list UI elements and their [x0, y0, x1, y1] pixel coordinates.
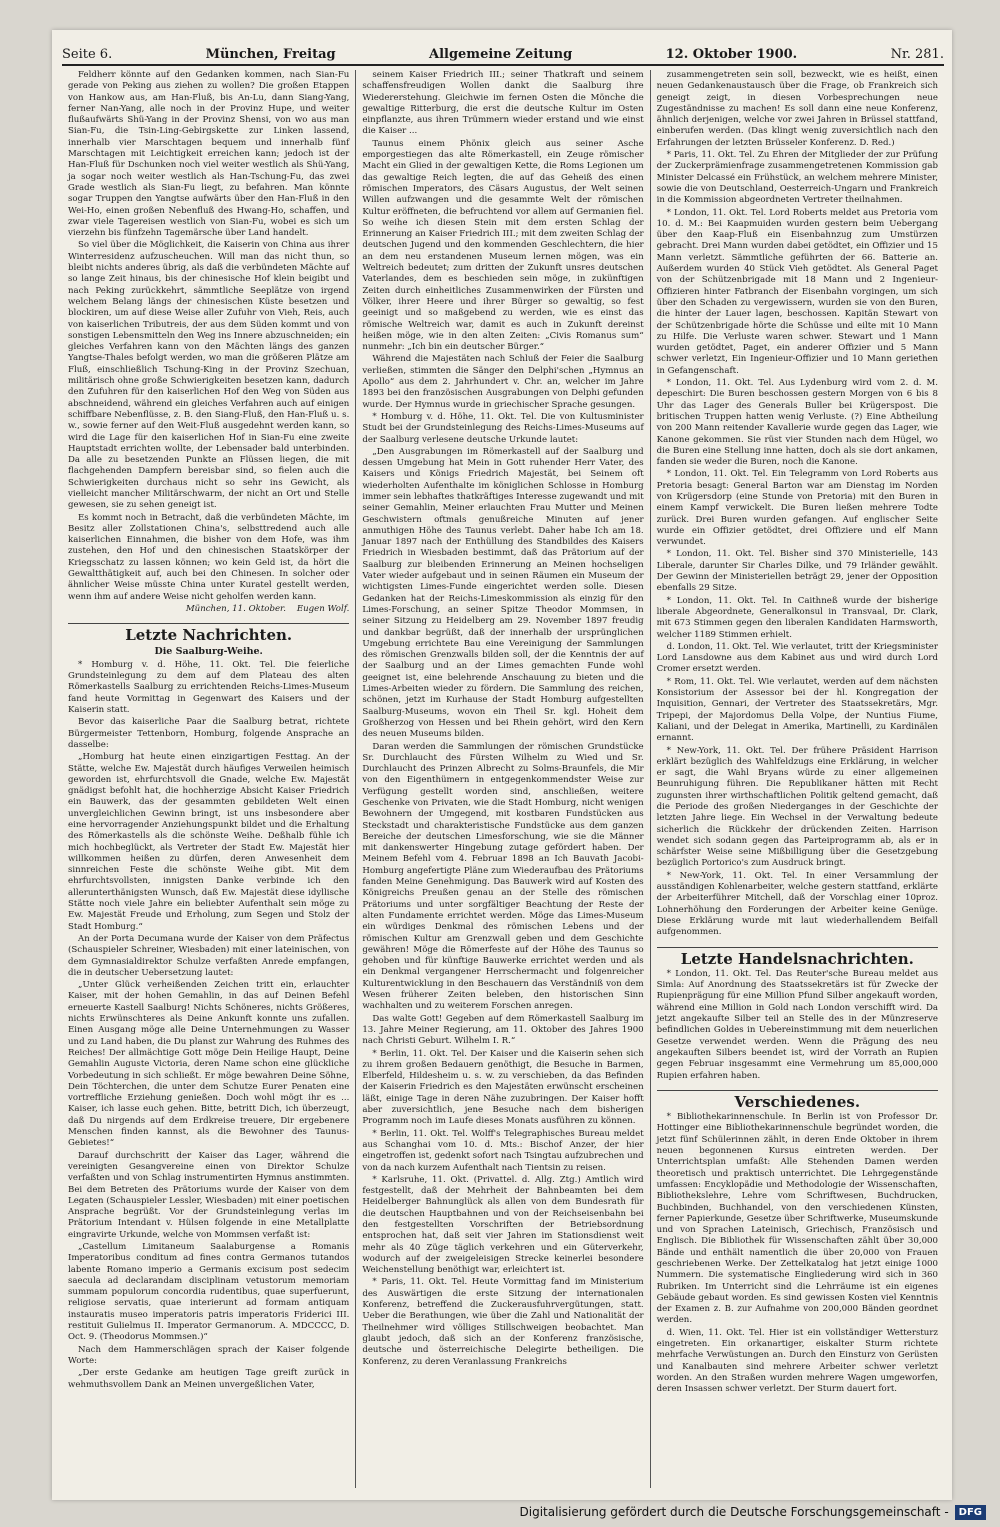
- paragraph: „Den Ausgrabungen im Römerkastell auf der Saalburg und dessen Umgebung hat Mein in Gott ruhender Herr Vater, des Kaisers und Königs Friedrich Majestät, bei Seinem oft wiederholten Aufenthalte im königlichen Schlosse in Homburg immer sein lebhaftes thatkräftiges Interesse zugewandt und mit seiner Gemahlin, Meiner erlauchten Frau Mutter und Meinen Geschwistern oftmals genußreiche Minuten auf jener anmuthigen Höhe des Taunus verlebt. Daher habe Ich am 18. Januar 1897 nach der Enthüllung des Standbildes des Kaisers Friedrich in Wiesbaden bestimmt, daß das Prätorium auf der Saalburg zur bleibenden Erinnerung an Meinen hochseligen Vater wieder aufgebaut und in seinen Räumen ein Museum der wichtigsten Limes-Funde eingerichtet werden solle. Diesen Gedanken hat der Reichs-Limeskommission als einzig für den Limes-Forschung, an seiner Spitze Theodor Mommsen, in seiner Sitzung zu Heidelberg am 29. November 1897 freudig und dankbar begrüßt, daß der innerhalb der ursprünglichen Umgebung errichtete Bau eine Vereinigung der Sammlungen des römischen Grenzwalls bilden soll, der die Kenntnis der auf der Saalburg und an der Limes gemachten Funde wohl geeignet ist, eine belehrende Anschauung zu bieten und die Limes-Arbeiten wieder zu fördern. Die Sammlung des reichen, schönen, jetzt im Kurhause der Stadt Homburg aufgestellten Saalburg-Museums, wovon ein Theil Sr. kgl. Hoheit dem Großherzog von Hessen und bei Rhein gehört, wird den Kern des neuen Museums bilden.: [362, 446, 644, 740]
- paragraph: Nach dem Hammerschlägen sprach der Kaiser folgende Worte:: [68, 1344, 350, 1366]
- paragraph: * Homburg v. d. Höhe, 11. Okt. Tel. Die von Kultusminister Studt bei der Grundsteinlegung des Reichs-Limes-Museums auf der Saalburg verlesene deutsche Urkunde lautet:: [362, 411, 644, 445]
- paragraph: Während die Majestäten nach Schluß der Feier die Saalburg verließen, stimmten die Sänger den Delphi'schen „Hymnus an Apollo“ aus dem 2. Jahrhundert v. Chr. an, welcher im Jahre 1893 bei den französischen Ausgrabungen von Delphi gefunden wurde. Der Hymnus wurde in griechischer Sprache gesungen.: [362, 354, 644, 410]
- sign-place: München, 11. Oktober.: [185, 603, 286, 614]
- signature: [68, 604, 349, 615]
- paragraph: Daran werden die Sammlungen der römischen Grundstücke Sr. Durchlaucht des Fürsten Wilhelm zu Wied und Sr. Durchlaucht des Prinzen Albrecht zu Solms-Braunfels, die Mir von den Eigenthümern in entgegenkommendster Weise zur Verfügung gestellt worden sind, anschließen, weitere Geschenke von Privaten, wie die Stadt Homburg, nicht wenigen Bewohnern der Umgegend, mit kostbaren Fundstücken aus Steckstadt und charakteristische Fundstücke aus dem ganzen Bereiche der deutschen Limesforschung, wie sie die Männer mit dankenswerter Hingebung zutage gefördert haben. Der Meinem Befehl vom 4. Februar 1898 an Ich Bauvath Jacobi-Homburg angefertigte Pläne zum Wiederaufbau des Prätoriums fanden Meine Genehmigung. Das Bauwerk wird auf Kosten des Königreichs Preußen genau an der Stelle des römischen Prätoriums und unter sorgfältiger Beachtung der Reste der alten Fundamente errichtet werden. Möge das Limes-Museum ein würdiges Denkmal des römischen Lebens und der römischen Kultur am Grenzwall geben und dem Geschichte gewähren! Möge die Römerfeste auf der Höhe des Taunus so gehoben und für künftige Bauwerke errichtet werden und als ein Denkmal vergangener Herrschermacht und folgenreicher Kulturentwicklung in den Beschauern das Verständniß von dem Wesen früherer Zeiten beleben, den historischen Sinn wachhalten und zu weiterem Forschen anregen.: [362, 741, 644, 1012]
- paragraph: * London, 11. Okt. Tel. Das Reuter'sche Bureau meldet aus Simla: Auf Anordnung des Staatssekretärs ist für Zwecke der Rupienprägung für eine Million Pfund Silber angekauft worden, während eine Million in Gold nach London verschifft wird. Da jetzt angekaufte Silber teil an Stelle des in der Münzreserve befindlichen Goldes in Uebereinstimmung mit dem neuerlichen Gesetze verwendet werden. Wenn die Prägung des neu angekauften Silbers beendet ist, wird der Vorrath an Rupien gegen Februar insgesammt eine Vermehrung um 85,000,000 Rupien erfahren haben.: [656, 968, 938, 1081]
- paragraph: Darauf durchschritt der Kaiser das Lager, während die vereinigten Gesangvereine einen von Direktor Schulze verfaßten und von Schlag instrumentirten Hymnus anstimmten. Bei dem Betreten des Prätoriums wurde der Kaiser von dem Legaten (Schauspieler Lessler, Wiesbaden) mit einer poetischen Ansprache begrüßt. Vor der Grundsteinlegung verlas im Prätorium Intendant v. Hülsen folgende in eine Metallplatte eingravirte Urkunde, welche von Mommsen verfaßt ist:: [68, 1150, 350, 1240]
- paragraph: * New-York, 11. Okt. Tel. Der frühere Präsident Harrison erklärt bezüglich des Wahlfeldzugs eine Erklärung, in welcher er sagt, die Wahl Bryans würde zu einer allgemeinen Beunruhigung führen. Die Republikaner hätten mit Recht zugunsten ihrer wirthschaftlichen Politik geltend gemacht, daß die Periode des großen Niederganges in der Geschichte der letzten Jahre liege. Ein Wechsel in der Verwaltung bedeute sicherlich die Rückkehr der drückenden Zeiten. Harrison wendet sich sodann gegen das Parteiprogramm ab, als er in schärfster Weise seine Mißbilligung über die Gesetzgebung bezüglich Portorico's zum Ausdruck bringt.: [656, 745, 938, 869]
- section-title: Verschiedenes.: [657, 1090, 938, 1108]
- paragraph: * Karlsruhe, 11. Okt. (Privattel. d. Allg. Ztg.) Amtlich wird festgestellt, daß der Mehrheit der Bahnbeamten bei dem Heidelberger Bahnunglück als allen von dem Bundesrath für die deutschen Hauptbahnen und von der Reichseisenbahn bei den festgestellten Vorschriften der Betriebsordnung entsprochen hat, daß seit vier Jahren im Stationsdienst weit mehr als 40 Züge täglich verkehren und ein Güterverkehr, wodurch auf der zweigeleisigen Strecke keinerlei besondere Weichenstellung benöthigt war, erleichtert ist.: [362, 1174, 644, 1276]
- digitization-footer: [0, 1501, 1000, 1523]
- paragraph: „Castellum Limitaneum Saalaburgense a Romanis Imperatoribus conditum ad fines contra Germanos tutandos labente Romano imperio a Germanis excisum post sedecim saecula ad declarandam disciplinam vetustorum memoriam summam populorum concordia rudentibus, quae superfuerunt, religiose servatis, quae interierunt ad formam antiquam instauratis museo imperatoris patris imperatoris Friderici III. restituit Gulielmus II. Imperator Germanorum. A. MDCCCC, D. Oct. 9. (Theodorus Mommsen.)“: [68, 1241, 350, 1343]
- newspaper-title: Allgemeine Zeitung: [428, 46, 573, 62]
- paragraph: d. London, 11. Okt. Tel. Wie verlautet, tritt der Kriegsminister Lord Lansdowne aus dem Kabinet aus und wird durch Lord Cromer ersetzt werden.: [656, 641, 938, 675]
- paragraph: * Berlin, 11. Okt. Tel. Wolff's Telegraphisches Bureau meldet aus Schanghai vom 10. d. Mts.: Bischof Anzer, der hier eingetroffen ist, gedenkt sofort nach Tsingtau aufzubrechen und von da nach kurzem Aufenthalt nach Tientsin zu reisen.: [362, 1128, 644, 1173]
- column-3: [651, 70, 944, 1488]
- paragraph: * Paris, 11. Okt. Tel. Heute Vormittag fand im Ministerium des Auswärtigen die erste Sitzung der internationalen Konferenz, betreffend die Zuckerausfuhrvergütungen, statt. Ueber die Berathungen, wie über die Zahl und Nationalität der Theilnehmer wird völliges Stillschweigen beobachtet. Man glaubt jedoch, daß sich an der Konferenz französische, deutsche und österreichische Delegirte betheiligen. Die Konferenz, zu deren Veranlassung Frankreichs: [362, 1277, 644, 1367]
- paragraph: Bevor das kaiserliche Paar die Saalburg betrat, richtete Bürgermeister Tettenborn, Homburg, folgende Ansprache an dasselbe:: [68, 717, 350, 750]
- dfg-logo: DFG: [955, 1505, 986, 1520]
- issue-date: 12. Oktober 1900.: [665, 46, 798, 62]
- masthead-city-day: München, Freitag: [205, 46, 336, 62]
- paragraph: * Berlin, 11. Okt. Tel. Der Kaiser und die Kaiserin sehen sich zu ihrem großen Bedauern genöthigt, die Besuche in Barmen, Elberfeld, Hildesheim u. s. w. zu verschieben, da das Befinden der Kaiserin Friedrich es den Majestäten erwünscht erscheinen läßt, einige Tage in deren Nähe zuzubringen. Der Kaiser hofft aber zuversichtlich, jene Besuche nach dem bisherigen Programm noch im Laufe dieses Monats ausführen zu können.: [362, 1048, 644, 1127]
- paragraph: * London, 11. Okt. Tel. Bisher sind 370 Ministerielle, 143 Liberale, darunter Sir Charles Dilke, und 79 Irländer gewählt. Der Gewinn der Ministeriellen beträgt 29, jener der Opposition ebenfalls 29 Sitze.: [656, 549, 938, 594]
- section-title: Letzte Nachrichten.: [68, 623, 349, 641]
- paragraph: An der Porta Decumana wurde der Kaiser von dem Präfectus (Schauspieler Schreiner, Wiesbaden) mit einer lateinischen, von dem Gymnasialdirektor Schulze verfaßten Anrede empfangen, die in deutscher Uebersetzung lautet:: [68, 933, 350, 978]
- page-number: Seite 6.: [62, 46, 113, 62]
- paragraph: Taunus einem Phönix gleich aus seiner Asche emporgestiegen das alte Römerkastell, ein Zeuge römischer Macht ein Glied in der gewaltigen Kette, die Roms Legionen um das gewaltige Reich legten, die auf das Geheiß des einen römischen Imperators, des Cäsars Augustus, der Welt seinen Willen aufzwangen und die gesammte Welt der römischen Kultur eröffneten, die befruchtend vor allem auf Germanien fiel. So weihe ich diesen Stein mit dem ersten Schlag der Erinnerung an Kaiser Friedrich III.; mit dem zweiten Schlag der deutschen Jugend und den kommenden Geschlechtern, die hier an dem neu erstandenen Museum lernen mögen, was ein Weltreich bedeutet; zum dritten der Zukunft unsres deutschen Vaterlandes, dem es beschieden sein möge, in zukünftigen Zeiten durch einheitliches Zusammenwirken der Fürsten und Völker, ihrer Heere und ihrer Bürger so gewaltig, so fest geeinigt und so maßgebend zu werden, wie es einst das römische Weltreich war, damit es auch in Zukunft dereinst heißen möge, wie in den alten Zeiten: „Civis Romanus sum“ nunmehr: „Ich bin ein deutscher Bürger.“: [362, 138, 644, 353]
- section-subtitle: Die Saalburg-Weihe.: [154, 645, 263, 657]
- paragraph: * Homburg v. d. Höhe, 11. Okt. Tel. Die feierliche Grundsteinlegung zu dem auf dem Plateau des alten Römerkastells Saalburg zu errichtenden Reichs-Limes-Museum fand heute Vormittag in Gegenwart des Kaisers und der Kaiserin statt.: [68, 659, 350, 716]
- sign-name: Eugen Wolf.: [296, 603, 350, 614]
- paragraph: * London, 11. Okt. Tel. Lord Roberts meldet aus Pretoria vom 10. d. M.: Bei Kaapmuiden wurden gestern beim Uebergang über den Kaap-Fluß ein Eisenbahnzug zum Umstürzen gebracht. Drei Mann wurden dabei getödtet, ein Offizier und 15 Mann verletzt. Sämmtliche geführten der 66. Batterie an. Außerdem wurden 40 Stück Vieh getödtet. Als General Paget von der Schützenbrigade mit 18 Mann und 2 Ingenieur-Offizieren hinter Fatbranch der Eisenbahn vorgingen, um sich über den Schaden zu vergewissern, wurden sie von den Buren, die hinter der Lauer lagen, beschossen. Kapitän Stewart von der Schützenbrigade hörte die Schüsse und eilte mit 10 Mann zu Hilfe. Die Verluste waren schwer. Stewart und 1 Mann wurden getödtet, Paget, ein anderer Offizier und 5 Mann schwer verletzt, Ein Ingenieur-Offizier und 10 Mann geriethen in Gefangenschaft.: [656, 207, 938, 376]
- paragraph: * London, 11. Okt. Tel. Ein Telegramm von Lord Roberts aus Pretoria besagt: General Barton war am Dienstag im Norden von Krügersdorp (eine Stunde von Pretoria) mit den Buren in einem Kampf verwickelt. Die Buren ließen mehrere Todte zurück. Drei Buren wurden gefangen. Auf englischer Seite wurde ein Offizier getödtet, drei Offiziere und elf Mann verwundet.: [656, 469, 938, 548]
- column-1: [62, 70, 356, 1488]
- paragraph: „Der erste Gedanke am heutigen Tage greift zurück in wehmuthsvollem Dank an Meinen unvergeßlichen Vater,: [68, 1368, 350, 1390]
- paragraph: * Rom, 11. Okt. Tel. Wie verlautet, werden auf dem nächsten Konsistorium der Assessor bei der hl. Kongregation der Inquisition, Gennari, der Vertreter des Staatssekretärs, Mgr. Tripepi, der Majordomus Della Volpe, der Nuntius Fiume, Kaliani, und der Delegat in Amerika, Martinelli, zu Kardinälen ernannt.: [656, 676, 938, 744]
- footer-text: Digitalisierung gefördert durch die Deutsche Forschungsgemeinschaft -: [519, 1505, 949, 1519]
- paragraph: Feldherr könnte auf den Gedanken kommen, nach Sian-Fu gerade von Peking aus ziehen zu wollen? Die großen Etappen von Hankow aus, am Han-Fluß, bis An-Lu, dann Siang-Yang, ferner Nan-Yang, alle noch in der Provinz Hupe, und weiter flußaufwärts Shü-Yang in der Provinz Shensi, von wo aus man Sian-Fu, die Tsin-Ling-Gebirgskette zur Linken lassend, innerhalb vier Marschtagen bequem und innerhalb fünf Marschtagen mit Leichtigkeit erreichen kann; jedoch ist der Han-Fluß für Dschunken noch viel weiter westlich als Shü-Yang, ja sogar noch weiter westlich als Han-Tschung-Fu, das zwei Grade westlich als Sian-Fu liegt, zu befahren. Man könnte sogar Truppen den Yangtse aufwärts über den Han-Fluß in den Wei-Ho, einen großen Nebenfluß des Hwang-Ho, schaffen, und zwar viele Tagereisen westlich von Sian-Fu, wobei es sich um vierzehn bis fünfzehn Tagemärsche über Land handelt.: [68, 70, 350, 239]
- column-2: [356, 70, 650, 1488]
- paragraph: * Bibliothekarinnenschule. In Berlin ist von Professor Dr. Hottinger eine Bibliothekarinnenschule begründet worden, die jetzt fünf Schülerinnen zählt, in deren Ende Oktober in ihrem neuen begonnenen Kursus eintreten werden. Der Unterrichtsplan umfaßt: Alle Stehenden Damen werden theoretisch und praktisch unterrichtet. Die Lehrgegenstände umfassen: Encyklopädie und Methodologie der Wissenschaften, Bibliothekslehre, Lehre vom Schriftwesen, Buchdrucken, Buchbinden, Buchhandel, von den verschiedenen Künsten, ferner Papierkunde, Gesetze über Schriftwerke, Museumskunde und von Sprachen Lateinisch, Griechisch, Französisch und Englisch. Die Bibliothek für Wissenschaften zählt über 30,000 Bände und enthält namentlich die über 20,000 von Frauen geschriebenen Werke. Der Zettelkatalog hat jetzt einige 1000 Nummern. Die systematische Eingliederung wird sich in 360 Rubriken. Im Unterricht sind die Lehrräume ist ein eigenes Gebäude gebaut worden. Es sind gewissen Kosten viel Kenntnis der Examen z. B. zur Aufnahme von 200,000 Bänden geordnet werden.: [656, 1112, 938, 1326]
- paragraph: zusammengetreten sein soll, bezweckt, wie es heißt, einen neuen Gedankenaustausch über die Frage, ob Frankreich sich geneigt zeigt, in diesen Vorbesprechungen neue Zugeständnisse zu machen! Es soll dann eine neue Konferenz, ähnlich derjenigen, welche vor zwei Jahren in Brüssel stattfand, einberufen werden. (Das klingt wenig zuversichtlich nach den Erfahrungen der letzten Brüsseler Konferenz. D. Red.): [656, 70, 938, 148]
- paragraph: * Paris, 11. Okt. Tel. Zu Ehren der Mitglieder der zur Prüfung der Zuckerprämienfrage zusammengetretenen Kommission gab Minister Delcassé ein Frühstück, an welchem mehrere Minister, sowie die von Deutschland, Oesterreich-Ungarn und Frankreich in die Kommission abgeordneten Vertreter theilnahmen.: [656, 150, 938, 206]
- paragraph: Es kommt noch in Betracht, daß die verbündeten Mächte, im Besitz aller Zollstationen China's, selbsttredend auch alle kaiserlichen Einnahmen, die bisher von dem Hofe, was ihm zustehen, den Hof und den chinesischen Staatskörper der Kriegsschatz zu lassen können; wo kein Geld ist, da hört die Gewaltthätigkeit auf, auch bei den Chinesen. In solcher oder ähnlicher Weise müsste China unter Kuratel gestellt werden, wenn ihm auf andere Weise nicht geholfen werden kann.: [68, 512, 350, 602]
- paragraph: * London, 11. Okt. Tel. In Caithneß wurde der bisherige liberale Abgeordnete, Generalkonsul in Transvaal, Dr. Clark, mit 673 Stimmen gegen den liberalen Kandidaten Harmsworth, welcher 1189 Stimmen erhielt.: [656, 595, 938, 640]
- paragraph: * New-York, 11. Okt. Tel. In einer Versammlung der ausständigen Kohlenarbeiter, welche gestern stattfand, erklärte der Arbeiterführer Mitchell, daß der Vorschlag einer 10proz. Lohnerhöhung den Forderungen der Arbeiter keine Genüge. Diese Erklärung wurde mit laut wiederhallendem Beifall aufgenommen.: [656, 870, 938, 938]
- masthead: [62, 44, 944, 66]
- paragraph: seinem Kaiser Friedrich III.; seiner Thatkraft und seinem schaffensfreudigen Wollen dankt die Saalburg ihre Wiedererstehung. Gleichwie im fernen Osten die Mönche die gewaltige Ritterburg, die erst die deutsche Kultur im Osten einpflanzte, aus ihren Trümmern wieder erstand und wie einst die Kaiser ...: [362, 70, 644, 137]
- paragraph: * London, 11. Okt. Tel. Aus Lydenburg wird vom 2. d. M. depeschirt: Die Buren beschossen gestern Morgen von 6 bis 8 Uhr das Lager des Generals Buller bei Krügerspost. Die britischen Truppen hatten wenig Verluste. (?) Eine Abtheilung von 200 Mann reitender Kavallerie wurde gegen das Lager, wie Kanone gekommen. Sie rüst vier Stunden nach dem Hügel, wo die Buren eine Stellung inne hatten, doch als sie dort ankamen, fanden sie weder die Buren, noch die Kanone.: [656, 378, 938, 468]
- paragraph: „Unter Glück verheißenden Zeichen tritt ein, erlauchter Kaiser, mit der hohen Gemahlin, in das auf Deinen Befehl erneuerte Kastell Saalburg! Nichts Schöneres, nichts Größeres, nichts Erwünschteres als Deine Ankunft konnte uns zufallen. Einen Ausgang möge alle Deine Unternehmungen zu Wasser und zu Land haben, die Du planst zur Wahrung des Ruhmes des Reiches! Der allmächtige Gott möge Dein Heilige Haupt, Deine Gemahlin Auguste Victoria, deren Name schon eine glückliche Vorbedeutung in sich schließt. Er möge bewahren Deine Söhne, Dein Töchterchen, die unter dem Schutze Eurer Penaten eine vortreffliche Erziehung genießen. Doch wohl mögt ihr es ... Kaiser, ich lasse euch gehen. Bitte, betritt Dich, ich überzeugt, daß Du nirgends auf dem Erdkreise treuere, Dir ergebenere Menschen finden kannst, als die Bewohner des Taunus-Gebietes!“: [68, 980, 350, 1149]
- issue-number: Nr. 281.: [890, 46, 944, 62]
- article-columns: [62, 70, 944, 1488]
- paragraph: „Homburg hat heute einen einzigartigen Festtag. An der Stätte, welche Ew. Majestät durch häufiges Verweilen heimisch geworden ist, ehrfurchtsvoll die Gnade, welche Ew. Majestät gnädigst befohlt hat, die hochherzige Absicht Kaiser Friedrich ein Bauwerk, das der gesammten gebildeten Welt einen unvergleichlichen Gewinn bringt, ist uns insbesondere aber eine hervorragender Anziehungspunkt bildet und die Erhaltung des Römerkastells als die schönste Weihe. Deßhalb fühle ich mich hochbeglückt, als Vertreter der Stadt Ew. Majestät hier willkommen heißen zu dürfen, deren Anwesenheit dem sinnreichen Feste die schönste Weihe gibt. Mit dem ehrfurchtsvollsten, innigsten Danke verbinde ich den allerunterthänigsten Wunsch, daß Ew. Majestät diese idyllische Stätte noch viele Jahre ein beliebter Aufenthalt sein möge zu Ew. Majestät Freude und Erholung, zum Segen und Stolz der Stadt Homburg.“: [68, 752, 350, 932]
- paragraph: d. Wien, 11. Okt. Tel. Hier ist ein vollständiger Wettersturz eingetreten. Ein orkanartiger, eiskalter Sturm richtete mehrfache Verwüstungen an. Durch den Einsturz von Gerüsten und Kanalbauten sind mehrere Arbeiter schwer verletzt worden. An den Straßen wurden mehrere Wagen umgeworfen, deren Insassen schwer verletzt. Der Sturm dauert fort.: [656, 1327, 938, 1395]
- paragraph: So viel über die Möglichkeit, die Kaiserin von China aus ihrer Winterresidenz aufzuscheuchen. Will man das nicht thun, so bleibt nichts anderes übrig, als daß die verbündeten Mächte auf so lange Zeit hinaus, bis der chinesische Hof klein beigibt und nach Peking zurückkehrt, sämmtliche Seeplätze von irgend welchem Belang längs der chinesischen Küste besetzen und blockiren, um auf diese Weise aller Zufuhr von Vieh, Reis, auch von kaiserlichen Tributreis, der aus dem Süden kommt und von sonstigen Lebensmitteln den Weg ins Innere abzuschneiden; ein gleiches Verfahren kann von den Mächten längs des ganzen Yangtse-Thales befolgt werden, wo man die größeren Plätze am Fluß, einschließlich Tschung-King in der Provinz Szechuan, militärisch ohne große Schwierigkeiten besetzen kann, dadurch den Zufuhren für den kaiserlichen Hof den Weg von Süden aus abschneidend, während ein gleiches Verfahren auch auf einigen schiffbare Nebenflüsse, z. B. den Siang-Fluß, den Han-Fluß u. s. w., sowie ferner auf den Weit-Fluß ausgedehnt werden kann, so wird die Lage für den kaiserlichen Hof in Sian-Fu eine zweite Hauptstadt errichten wollte, der Lebensader bald unterbinden. Da alle zu besetzenden Punkte an Flüssen liegen, die mit flachgehenden Dampfern bereisbar sind, so fielen auch die Schwierigkeiten durchaus nicht so sehr ins Gewicht, als vielleicht mancher Militärschwarm, der nicht an Ort und Stelle gewesen, sie zu sehen geneigt ist.: [68, 240, 350, 511]
- newspaper-page: [52, 30, 952, 1500]
- section-title: Letzte Handelsnachrichten.: [657, 947, 938, 965]
- paragraph: Das walte Gott! Gegeben auf dem Römerkastell Saalburg im 13. Jahre Meiner Regierung, am 11. Oktober des Jahres 1900 nach Christi Geburt. Wilhelm I. R.“: [362, 1013, 644, 1047]
